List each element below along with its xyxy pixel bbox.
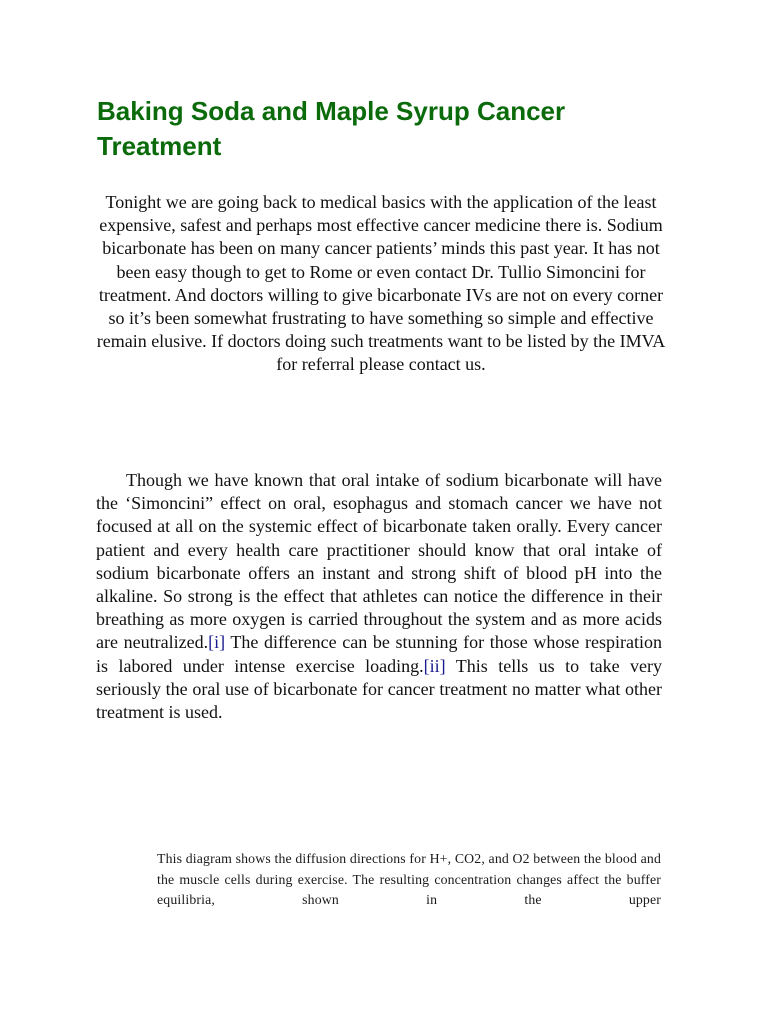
diagram-caption: This diagram shows the diffusion directions for H+, CO2, and O2 between the blood and the muscle cells during exercise. The resulting concentration changes affect the buffer equilibria, shown in the upper (157, 851, 661, 907)
body-paragraph (96, 469, 662, 724)
footnote-reference-i[interactable]: [i] (208, 632, 226, 653)
intro-paragraph: Tonight we are going back to medical basics with the application of the least expensive, safest and perhaps most effective cancer medicine there is. Sodium bicarbonate has been on many cancer patients’ minds this past year. It has not been easy though to get to Rome or even contact Dr. Tullio Simoncini for treatment. And doctors willing to give bicarbonate IVs are not on every corner so it’s been somewhat frustrating to have something so simple and effective remain elusive. If doctors doing such treatments want to be listed by the IMVA for referral please contact us. (96, 192, 666, 375)
body-text-part-1: Though we have known that oral intake of sodium bicarbonate will have the ‘Simoncini” effect on oral, esophagus and stomach cancer we have not focused at all on the systemic effect of bicarbonate taken orally. Every cancer patient and every health care practitioner should know that oral intake of sodium bicarbonate offers an instant and strong shift of blood pH into the alkaline. So strong is the effect that athletes can notice the difference in their breathing as more oxygen is carried throughout the system and as more acids are neutralized. (96, 470, 662, 653)
body-text-part-3: This tells us to take very seriously the oral use of bicarbonate for cancer treatment no matter what other treatment is used. (96, 655, 662, 723)
page-title: Baking Soda and Maple Syrup Cancer Treatment (97, 96, 566, 161)
footnote-reference-ii[interactable]: [ii] (423, 655, 446, 676)
body-text-part-2: The difference can be stunning for those whose respiration is labored under intense exercise loading. (96, 632, 663, 676)
